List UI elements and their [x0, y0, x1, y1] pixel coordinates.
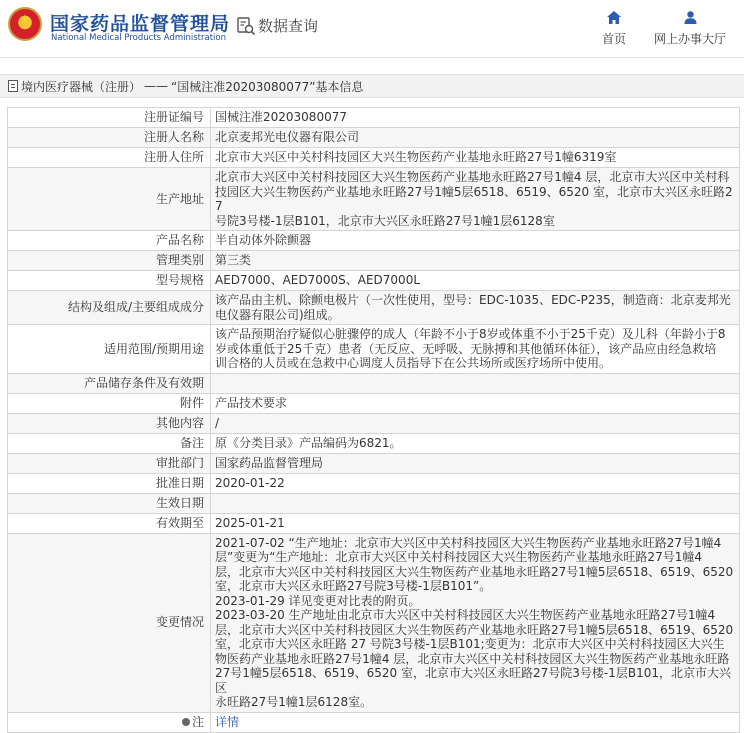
field-label: 变更情况: [8, 533, 211, 712]
table-row: [8, 325, 740, 374]
table-row: [8, 513, 740, 533]
field-label: 生产地址: [8, 168, 211, 231]
nav-online-hall-label: 网上办事大厅: [653, 32, 726, 46]
table-row: [8, 108, 740, 128]
field-label: 备注: [8, 433, 211, 453]
field-label: 注册人名称: [8, 128, 211, 148]
field-value: 2025-01-21: [211, 513, 740, 533]
note-label: 注: [191, 714, 204, 729]
detail-table-body: [8, 108, 740, 733]
table-row: [8, 393, 740, 413]
table-row: [8, 148, 740, 168]
table-row: [8, 231, 740, 251]
field-value: 产品技术要求: [211, 393, 740, 413]
field-label: 注册证编号: [8, 108, 211, 128]
document-icon: [8, 80, 18, 92]
nav-home-label: 首页: [601, 32, 626, 46]
field-value: 第三类: [211, 251, 740, 271]
field-value: 2021-07-02 “生产地址：北京市大兴区中关村科技园区大兴生物医药产业基地永旺路27号1幢4 层”变更为“生产地址：北京市大兴区中关村科技园区大兴生物医药产业基地永旺路27号1幢4 层，北京市大兴区中关村科技园区大兴生物医药产业基地永旺路27号1幢5层6518、6519、6520 室，北京市大兴区永旺路27号院3号楼-1层B101”。 2023-01-29 详见变更对比表的附页。 2023-03-20 生产地址由北京市大兴区中关村科技园区大兴生物医药产业基地永旺路27号1幢4 层，北京市大兴区中关村科技园区大兴生物医药产业基地永旺路27号1幢5层6518、6519、6520 室，北京市大兴区永旺路 27 号院3号楼-1层B101;变更为：北京市大兴区中关村科技园区大兴生 物医药产业基地永旺路27号1幢4 层，北京市大兴区中关村科技园区大兴生物医药产业基地永旺路 27号1幢5层6518、6519、6520 室，北京市大兴区永旺路27号院3号楼-1层B101，北京市大兴区 永旺路27号1幢1层6128室。: [211, 533, 740, 712]
field-value: 国家药品监督管理局: [211, 453, 740, 473]
field-label: 生效日期: [8, 493, 211, 513]
home-icon: [607, 13, 621, 27]
nav-home[interactable]: [598, 11, 630, 47]
breadcrumb-separator: ——: [144, 79, 169, 93]
field-label: 有效期至: [8, 513, 211, 533]
field-value: 该产品预期治疗疑似心脏骤停的成人（年龄不小于8岁或体重不小于25千克）及儿科（年龄小于8 岁或体重低于25千克）患者（无反应、无呼吸、无脉搏和其他循环体征），该产品应由经急救培 训合格的人员或在急救中心调度人员指导下在公共场所或医疗场所中使用。: [211, 325, 740, 374]
note-label-cell: [8, 712, 211, 732]
data-query-link[interactable]: [236, 15, 318, 36]
field-label: 审批部门: [8, 453, 211, 473]
data-query-label: 数据查询: [258, 17, 319, 35]
field-label: 产品储存条件及有效期: [8, 373, 211, 393]
note-row: [8, 712, 740, 732]
table-row: [8, 271, 740, 291]
org-name-en: National Medical Products Administration: [51, 33, 226, 43]
field-value: 半自动体外除颤器: [211, 231, 740, 251]
field-value: 北京麦邦光电仪器有限公司: [211, 128, 740, 148]
table-row: [8, 493, 740, 513]
field-label: 管理类别: [8, 251, 211, 271]
table-row: [8, 128, 740, 148]
user-icon: [684, 13, 697, 27]
table-row: [8, 251, 740, 271]
field-value: 北京市大兴区中关村科技园区大兴生物医药产业基地永旺路27号1幢4 层，北京市大兴区中关村科 技园区大兴生物医药产业基地永旺路27号1幢5层6518、6519、6520 室，北京市大兴区永旺路27 号院3号楼-1层B101，北京市大兴区永旺路27号1幢1层6128室: [211, 168, 740, 231]
search-document-icon: [236, 16, 256, 36]
field-label: 其他内容: [8, 413, 211, 433]
field-value: 北京市大兴区中关村科技园区大兴生物医药产业基地永旺路27号1幢6319室: [211, 148, 740, 168]
org-name-cn[interactable]: 国家药品监督管理局: [50, 13, 231, 35]
breadcrumb: [0, 74, 744, 98]
field-value: AED7000、AED7000S、AED7000L: [211, 271, 740, 291]
table-row: [8, 433, 740, 453]
breadcrumb-title: “国械注准20203080077”基本信息: [171, 79, 364, 94]
table-row: [8, 533, 740, 712]
field-label: 型号规格: [8, 271, 211, 291]
table-row: [8, 473, 740, 493]
table-row: [8, 291, 740, 325]
field-value: 该产品由主机、除颤电极片（一次性使用，型号：EDC-1035、EDC-P235，制造商：北京麦邦光 电仪器有限公司)组成。: [211, 291, 740, 325]
note-icon: [182, 718, 190, 726]
table-row: [8, 453, 740, 473]
nmpa-emblem-icon[interactable]: ★: [8, 7, 42, 41]
breadcrumb-category[interactable]: 境内医疗器械（注册）: [21, 79, 142, 94]
table-row: [8, 413, 740, 433]
note-value-cell: [211, 712, 740, 732]
field-value: 2020-01-22: [211, 473, 740, 493]
site-header: [0, 0, 744, 58]
field-value: /: [211, 413, 740, 433]
field-label: 批准日期: [8, 473, 211, 493]
table-row: [8, 168, 740, 231]
field-value: [211, 493, 740, 513]
registration-detail-table: [7, 107, 740, 733]
field-label: 附件: [8, 393, 211, 413]
field-label: 适用范围/预期用途: [8, 325, 211, 374]
field-value: [211, 373, 740, 393]
table-row: [8, 373, 740, 393]
nav-online-hall[interactable]: [650, 11, 730, 47]
field-label: 注册人住所: [8, 148, 211, 168]
field-label: 结构及组成/主要组成成分: [8, 291, 211, 325]
field-value: 原《分类目录》产品编码为6821。: [211, 433, 740, 453]
field-value: 国械注准20203080077: [211, 108, 740, 128]
field-label: 产品名称: [8, 231, 211, 251]
details-link[interactable]: 详情: [215, 714, 240, 729]
